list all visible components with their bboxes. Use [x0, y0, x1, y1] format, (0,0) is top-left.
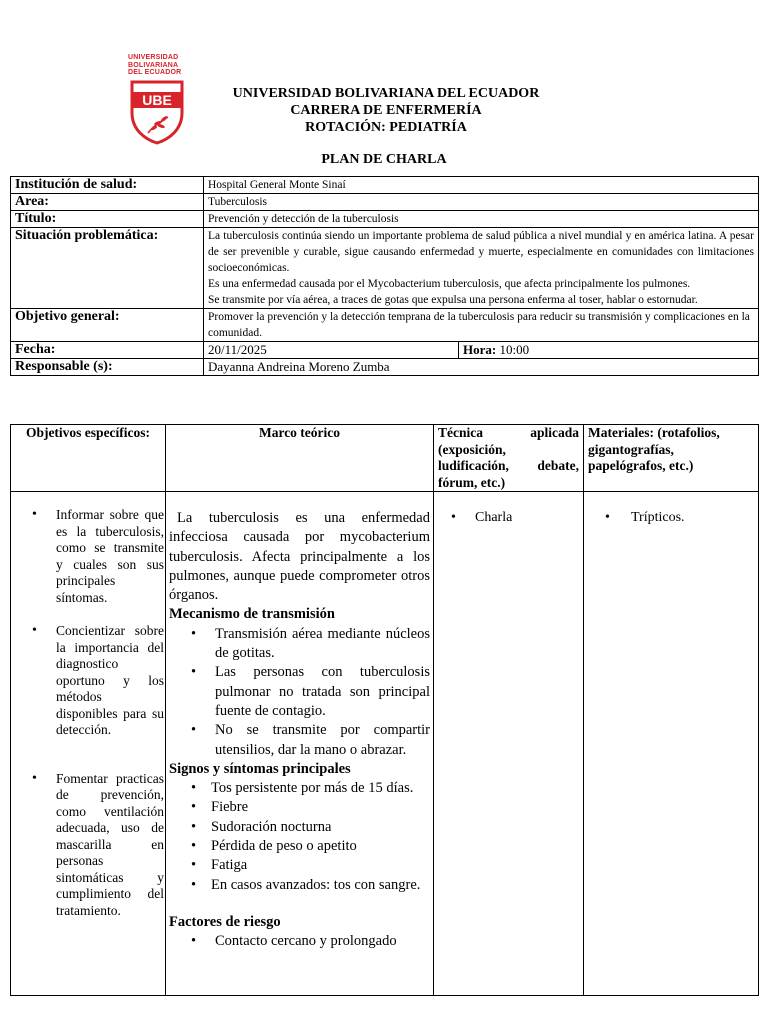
- transmision-list: [169, 625, 430, 760]
- situacion-value: [204, 228, 759, 309]
- institucion-label: Institución de salud:: [11, 177, 204, 194]
- materiales-cell: [584, 492, 759, 996]
- list-item: • Sudoración nocturna: [169, 818, 430, 837]
- situacion-paragraph: Es una enfermedad causada por el Mycobacterium tuberculosis, que afecta principalmente los pulmones.: [208, 278, 691, 290]
- list-item: • Fomentar practicas de prevención, como ventilación adecuada, uso de mascarilla en personas sintomáticas y cumplimiento del tratamiento.: [12, 771, 164, 920]
- objetivos-list: [12, 507, 164, 919]
- objetivo-value: Promover la prevención y la detección temprana de la tuberculosis para reducir su transmisión y complicaciones en la comunidad.: [204, 309, 759, 342]
- marco-content: [167, 493, 432, 952]
- list-item: • Trípticos.: [585, 510, 757, 526]
- objetivo-label: Objetivo general:: [11, 309, 204, 342]
- plan-table: [10, 424, 759, 996]
- spacer: [169, 895, 430, 913]
- university-name: UNIVERSIDAD BOLIVARIANA DEL ECUADOR: [232, 86, 540, 101]
- hora-label: Hora:: [463, 342, 497, 357]
- marco-cell: [166, 492, 434, 996]
- area-label: Area:: [11, 194, 204, 211]
- hora-cell: [459, 342, 759, 359]
- responsable-value: Dayanna Andreina Moreno Zumba: [204, 359, 759, 376]
- titulo-label: Título:: [11, 211, 204, 228]
- list-item: • Transmisión aérea mediante núcleos de gotitas.: [169, 625, 430, 664]
- info-row-responsable: [11, 359, 759, 376]
- info-row-situacion: [11, 228, 759, 309]
- plan-title: PLAN DE CHARLA: [321, 152, 447, 167]
- info-row-area: [11, 194, 759, 211]
- list-item: • En casos avanzados: tos con sangre.: [169, 876, 430, 895]
- objetivos-cell: [11, 492, 166, 996]
- list-item: • Tos persistente por más de 15 días.: [169, 779, 430, 798]
- signos-list: [169, 779, 430, 895]
- plan-table-header: [11, 425, 759, 492]
- header-marco: Marco teórico: [166, 425, 434, 492]
- hora-value: 10:00: [499, 342, 530, 357]
- plan-table-body: [11, 492, 759, 996]
- info-row-objetivo: [11, 309, 759, 342]
- list-item: • Fiebre: [169, 798, 430, 817]
- rotation-name: ROTACIÓN: PEDIATRÍA: [305, 120, 467, 135]
- list-item: • Las personas con tuberculosis pulmonar no tratada son principal fuente de contagio.: [169, 663, 430, 721]
- list-item: • Concientizar sobre la importancia del diagnostico oportuno y los métodos disponibles para su detección.: [12, 623, 164, 739]
- list-item: • No se transmite por compartir utensilios, dar la mano o abrazar.: [169, 721, 430, 760]
- header-objetivos: Objetivos específicos:: [11, 425, 166, 492]
- list-item: • Pérdida de peso o apetito: [169, 837, 430, 856]
- fecha-label: Fecha:: [11, 342, 204, 359]
- area-value: Tuberculosis: [204, 194, 759, 211]
- riesgo-heading: Factores de riesgo: [169, 913, 281, 930]
- situacion-label: Situación problemática:: [11, 228, 204, 309]
- info-table: [10, 176, 759, 376]
- tecnica-cell: [434, 492, 584, 996]
- riesgo-list: [169, 932, 430, 951]
- info-row-fecha: [11, 342, 759, 359]
- tecnica-list: [435, 510, 582, 526]
- list-item: • Fatiga: [169, 856, 430, 875]
- list-item: • Contacto cercano y prolongado: [169, 932, 430, 951]
- titulo-value: Prevención y detección de la tuberculosis: [204, 211, 759, 228]
- logo-text: UNIVERSIDAD BOLIVARIANA DEL ECUADOR: [128, 54, 182, 76]
- materiales-list: [585, 510, 757, 526]
- signos-heading: Signos y síntomas principales: [169, 760, 351, 777]
- institucion-value: Hospital General Monte Sinaí: [204, 177, 759, 194]
- marco-intro: La tuberculosis es una enfermedad infecciosa causada por mycobacterium tuberculosis. Afecta principalmente a los pulmones, aunque puede comprometer otros órganos.: [169, 510, 430, 604]
- situacion-paragraph: La tuberculosis continúa siendo un importante problema de salud pública a nivel mundial y en américa latina. A pesar de ser prevenible y curable, sigue causando enfermedad y muerte, especialmente en comunidades con limitaciones socioeconómicas.: [208, 230, 754, 274]
- info-row-titulo: [11, 211, 759, 228]
- career-name: CARRERA DE ENFERMERÍA: [290, 103, 482, 118]
- fecha-value: 20/11/2025: [204, 342, 459, 359]
- document-header: [0, 85, 768, 136]
- logo-shield-text: UBE: [142, 91, 172, 108]
- list-item: • Charla: [435, 510, 582, 526]
- list-item: • Informar sobre que es la tuberculosis, como se transmite y cuales son sus principales síntomas.: [12, 507, 164, 606]
- info-row-institucion: [11, 177, 759, 194]
- header-tecnica: Técnica aplicada (exposición, ludificación, debate, fórum, etc.): [434, 425, 584, 492]
- header-materiales: Materiales: (rotafolios, gigantografías, papelógrafos, etc.): [584, 425, 759, 492]
- transmision-heading: Mecanismo de transmisión: [169, 606, 335, 623]
- responsable-label: Responsable (s):: [11, 359, 204, 376]
- situacion-paragraph: Se transmite por vía aérea, a traces de gotas que expulsa una persona enferma al toser, hablar o estornudar.: [208, 294, 698, 306]
